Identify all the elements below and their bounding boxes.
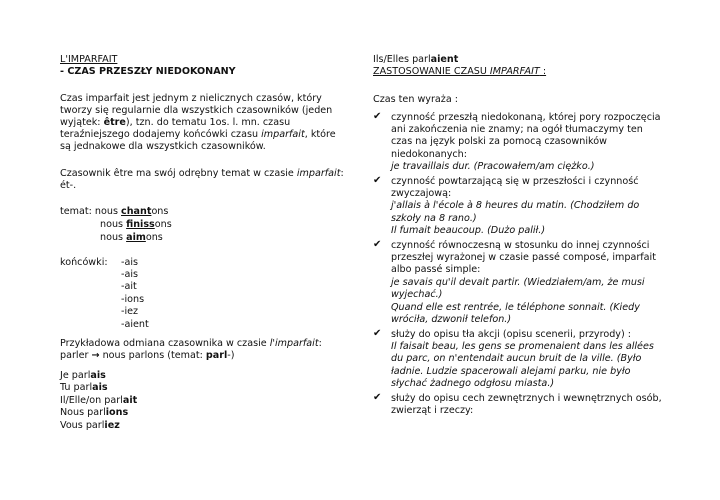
checkmark-icon: ✔ [373,175,382,186]
conjugation-row: Il/Elle/on parlait [60,395,138,406]
doc-subtitle: - CZAS PRZESZŁY NIEDOKONANY [60,66,236,77]
conjugation-row: Vous parliez [60,420,120,431]
checkmark-icon: ✔ [373,392,382,403]
ending-item: -ions [121,294,145,305]
ending-item: -ait [121,281,137,292]
ending-item: -iez [121,306,139,317]
usage-heading: ZASTOSOWANIE CZASU IMPARFAIT : [373,66,547,77]
usage-intro: Czas ten wyraża : [373,94,458,105]
ending-item: -ais [121,269,139,280]
conjugation-row: Ils/Elles parlaient [373,54,459,65]
arrow-icon: → [91,350,100,361]
ending-item: -ais [121,257,139,268]
checkmark-icon: ✔ [373,239,382,250]
checkmark-icon: ✔ [373,328,382,339]
doc-title: L'IMPARFAIT [60,54,118,65]
checkmark-icon: ✔ [373,111,382,122]
conjugation-row: Tu parlais [60,382,108,393]
conjugation-row: Nous parlions [60,407,129,418]
conjugation-row: Je parlais [60,370,106,381]
endings-label: końcówki: [60,257,108,268]
ending-item: -aient [121,319,149,330]
